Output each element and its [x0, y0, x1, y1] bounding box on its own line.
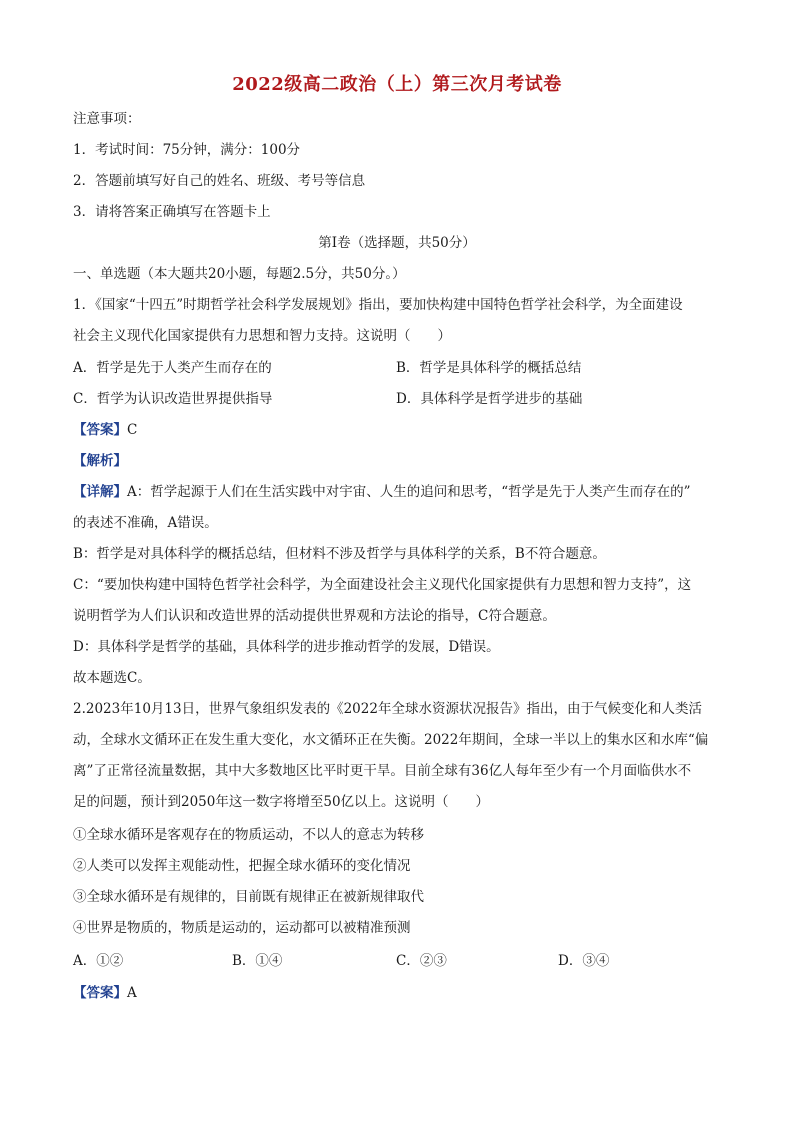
part-title: 一、单选题（本大题共20小题，每题2.5分，共50分。）: [73, 266, 406, 282]
section-title: 第Ⅰ卷（选择题，共50分）: [318, 235, 476, 251]
q2-option-a: A．①②: [73, 953, 124, 969]
analysis-tag: 【解析】: [73, 453, 127, 469]
q1-conclusion: 故本题选C。: [73, 670, 151, 686]
q2-answer: [73, 984, 137, 1002]
notice-heading: 注意事项：: [73, 111, 141, 127]
detail-tag: 【详解】: [73, 484, 127, 500]
q1-detail-d: D：具体科学是哲学的基础，具体科学的进步推动哲学的发展，D错误。: [73, 639, 500, 655]
q1-detail-a: [73, 483, 723, 501]
q1-detail-b: B：哲学是对具体科学的概括总结，但材料不涉及哲学与具体科学的关系，B不符合题意。: [73, 546, 606, 562]
q2-stem: 动，全球水文循环正在发生重大变化，水文循环正在失衡。2022年期间，全球一半以上的集水区和水库“偏: [73, 732, 709, 748]
detail-text: A：哲学起源于人们在生活实践中对宇宙、人生的追问和思考，“哲学是先于人类产生而存在的”: [127, 484, 691, 500]
answer-tag: 【答案】: [73, 422, 127, 438]
notice-item: 1．考试时间：75分钟，满分：100分: [73, 142, 301, 158]
answer-value: A: [127, 985, 137, 1001]
q2-statement: ②人类可以发挥主观能动性，把握全球水循环的变化情况: [73, 858, 411, 874]
q2-statement: ④世界是物质的，物质是运动的，运动都可以被精准预测: [73, 920, 411, 936]
q1-stem: 社会主义现代化国家提供有力思想和智力支持。这说明（ ）: [73, 328, 451, 344]
q1-option-d: D．具体科学是哲学进步的基础: [396, 391, 583, 407]
q1-analysis-heading: [73, 452, 127, 470]
q2-stem: 2.2023年10月13日，世界气象组织发表的《2022年全球水资源状况报告》指出，由于气候变化和人类活: [73, 701, 702, 717]
q1-answer: [73, 421, 137, 439]
q2-statement: ①全球水循环是客观存在的物质运动，不以人的意志为转移: [73, 827, 424, 843]
q2-option-b: B．①④: [232, 953, 283, 969]
q2-statement: ③全球水循环是有规律的，目前既有规律正在被新规律取代: [73, 889, 424, 905]
answer-value: C: [127, 422, 138, 438]
q1-detail-c: C：“要加快构建中国特色哲学社会科学，为全面建设社会主义现代化国家提供有力思想和智力支持”，这: [73, 577, 692, 593]
q2-stem: 足的问题，预计到2050年这一数字将增至50亿以上。这说明（ ）: [73, 794, 490, 810]
q1-stem: 1．《国家“十四五”时期哲学社会科学发展规划》指出，要加快构建中国特色哲学社会科学，为全面建设: [73, 297, 683, 313]
q1-option-c: C．哲学为认识改造世界提供指导: [73, 391, 273, 407]
q2-stem: 离”了正常径流量数据，其中大多数地区比平时更干旱。目前全球有36亿人每年至少有一个月面临供水不: [73, 763, 692, 779]
q2-option-c: C．②③: [396, 953, 447, 969]
notice-item: 2．答题前填写好自己的姓名、班级、考号等信息: [73, 173, 366, 189]
answer-tag: 【答案】: [73, 985, 127, 1001]
exam-title: 2022级高二政治（上）第三次月考试卷: [232, 74, 562, 95]
q1-detail-a-cont: 的表述不准确，A错误。: [73, 515, 218, 531]
q1-detail-c-cont: 说明哲学为人们认识和改造世界的活动提供世界观和方法论的指导，C符合题意。: [73, 608, 556, 624]
q1-option-b: B．哲学是具体科学的概括总结: [396, 360, 582, 376]
notice-item: 3．请将答案正确填写在答题卡上: [73, 204, 271, 220]
q2-option-d: D．③④: [558, 953, 610, 969]
q1-option-a: A．哲学是先于人类产生而存在的: [73, 360, 272, 376]
